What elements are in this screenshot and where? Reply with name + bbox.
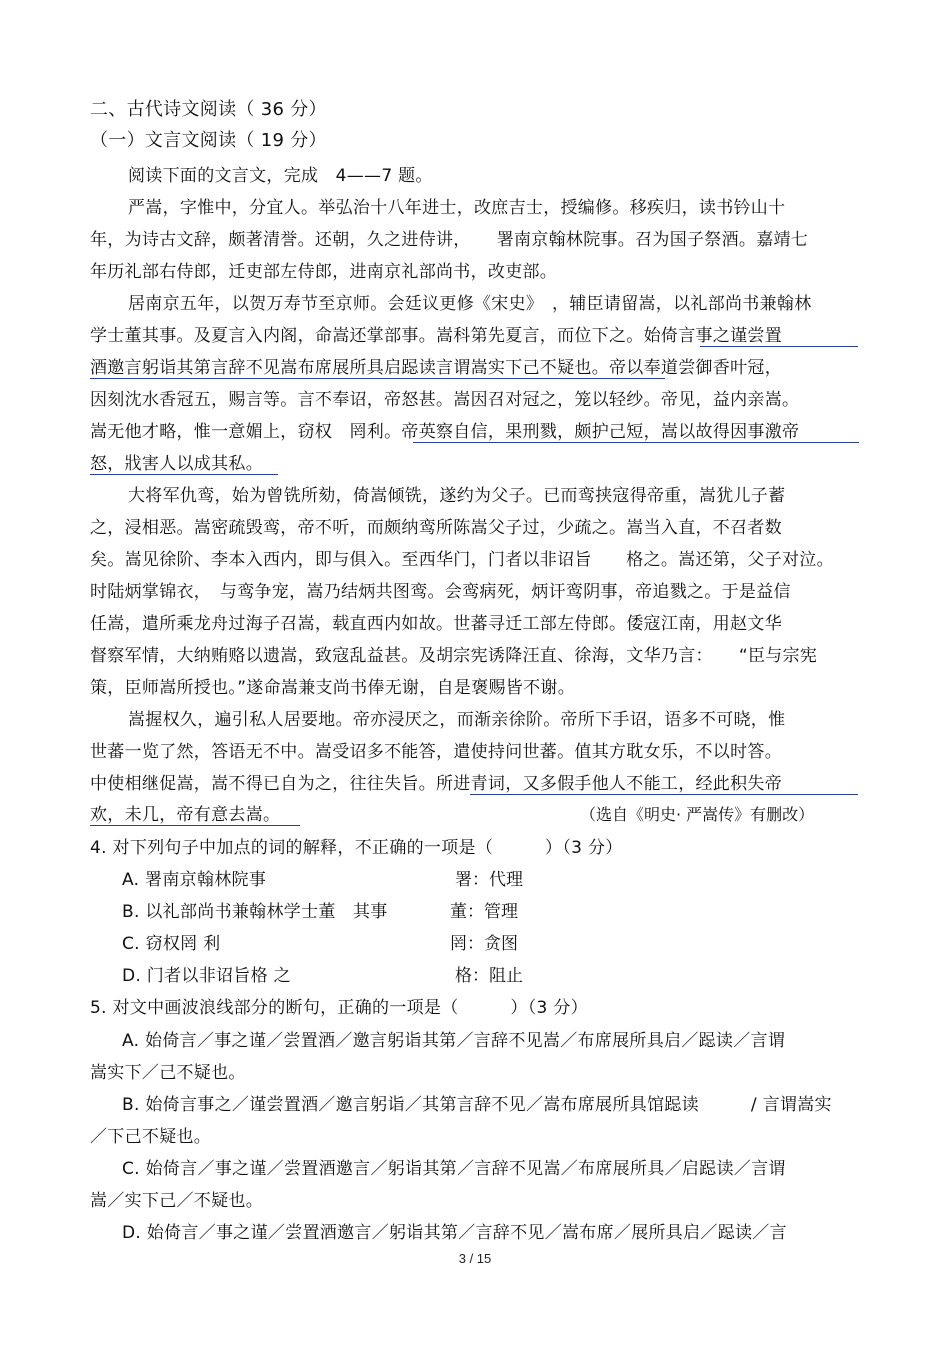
passage-line: 严嵩，字惟中，分宜人。举弘治十八年进士，改庶吉士，授编修。移疾归，读书钤山十 xyxy=(128,198,786,218)
page-number: 3 / 15 xyxy=(458,1251,492,1266)
wavy-underline xyxy=(470,794,858,795)
passage-line: 嵩握权久，遍引私人居要地。帝亦浸厌之，而渐亲徐阶。帝所下手诏，语多不可晓，惟 xyxy=(128,710,786,730)
q4-option-a: A. 署南京翰林院事 xyxy=(122,870,267,890)
q5-option-d: D. 始倚言／事之谨／尝置酒邀言／躬诣其第／言辞不见／嵩布席／展所具启／跽读／言 xyxy=(122,1223,787,1243)
question-5-stem: 5. 对文中画波浪线部分的断句，正确的一项是（ ）（3 分） xyxy=(90,998,588,1018)
passage-line: 年，为诗古文辞，颇著清誉。还朝，久之进侍讲， 署南京翰林院事。召为国子祭酒。嘉靖七 xyxy=(90,230,809,250)
wavy-underline xyxy=(700,346,858,347)
q4-option-b-gloss: 董：管理 xyxy=(450,902,518,922)
passage-line: 学士董其事。及夏言入内阁，命嵩还掌部事。嵩科第先夏言，而位下之。始倚言事之谨尝置 xyxy=(90,326,782,346)
passage-line: 居南京五年，以贺万寿节至京师。会廷议更修《宋史》 ，辅臣请留嵩，以礼部尚书兼翰林 xyxy=(128,294,812,314)
passage-line: 因刻沈水香冠五，赐言等。言不奉诏，帝怒甚。嵩因召对冠之，笼以轻纱。帝见，益内亲嵩。 xyxy=(90,390,800,410)
passage-line: 世蕃一览了然，答语无不中。嵩受诏多不能答，遣使持问世蕃。值其方耽女乐，不以时答。 xyxy=(90,742,782,762)
passage-line: 之，浸相恶。嵩密疏毁鸾，帝不听，而颇纳鸾所陈嵩父子过，少疏之。嵩当入直，不召者数 xyxy=(90,518,782,538)
passage-line: 时陆炳掌锦衣， 与鸾争宠，嵩乃结炳共图鸾。会鸾病死，炳讦鸾阴事，帝追戮之。于是益信 xyxy=(90,582,791,602)
passage-line: 中使相继促嵩，嵩不得已自为之，往往失旨。所进青词，又多假手他人不能工，经此积失帝 xyxy=(90,774,782,794)
section-title: 二、古代诗文阅读（ 36 分） xyxy=(90,99,327,120)
passage-line: 督察军情，大纳贿赂以遗嵩，致寇乱益甚。及胡宗宪诱降汪直、徐海，文华乃言： “臣与宗宪 xyxy=(90,646,818,666)
q4-option-b: B. 以礼部尚书兼翰林学士董 其事 xyxy=(122,902,388,922)
passage-line: 怒，戕害人以成其私。 xyxy=(90,454,263,474)
section-subtitle: （一）文言文阅读（ 19 分） xyxy=(90,130,327,151)
q4-option-d: D. 门者以非诏旨格 之 xyxy=(122,966,291,986)
q4-option-d-gloss: 格：阻止 xyxy=(455,966,523,986)
wavy-underline xyxy=(90,378,665,379)
passage-line: 酒邀言躬诣其第言辞不见嵩布席展所具启跽读言谓嵩实下己不疑也。帝以奉道尝御香叶冠， xyxy=(90,358,782,378)
wavy-underline xyxy=(90,474,278,475)
passage-line: 年历礼部右侍郎，迁吏部左侍郎，进南京礼部尚书，改吏部。 xyxy=(90,262,558,282)
q5-option-a: A. 始倚言／事之谨／尝置酒／邀言躬诣其第／言辞不见嵩／布席展所具启／跽读／言谓 xyxy=(122,1031,786,1051)
wavy-underline xyxy=(90,825,300,826)
passage-line: 策，臣师嵩所授也。”遂命嵩兼支尚书俸无谢，自是褒赐皆不谢。 xyxy=(90,678,576,698)
passage-line: 大将军仇鸾，始为曾铣所劾，倚嵩倾铣，遂约为父子。已而鸾挟寇得帝重，嵩犹儿子蓄 xyxy=(128,486,786,506)
q4-option-c: C. 窃权罔 利 xyxy=(122,934,221,954)
source-citation: （选自《明史· 严嵩传》有删改） xyxy=(580,805,815,824)
passage-line: 嵩无他才略，惟一意媚上，窃权 罔利。帝英察自信，果刑戮，颇护己短，嵩以故得因事激帝 xyxy=(90,422,800,442)
q5-option-c-cont: 嵩／实下己／不疑也。 xyxy=(90,1191,263,1211)
q4-option-c-gloss: 罔：贪图 xyxy=(450,934,518,954)
q5-option-c: C. 始倚言／事之谨／尝置酒邀言／躬诣其第／言辞不见嵩／布席展所具／启跽读／言谓 xyxy=(122,1159,786,1179)
q5-option-b: B. 始倚言事之／谨尝置酒／邀言躬诣／其第言辞不见／嵩布席展所具馆跽读 / 言谓嵩实 xyxy=(122,1095,832,1115)
instruction: 阅读下面的文言文，完成 4——7 题。 xyxy=(128,166,433,186)
question-4-stem: 4. 对下列句子中加点的词的解释，不正确的一项是（ ）（3 分） xyxy=(90,838,623,858)
q5-option-a-cont: 嵩实下／己不疑也。 xyxy=(90,1063,246,1083)
passage-line: 矣。嵩见徐阶、李本入西内，即与俱入。至西华门，门者以非诏旨 格之。嵩还第，父子对泣。 xyxy=(90,550,834,570)
wavy-underline xyxy=(413,442,859,443)
q4-option-a-gloss: 署：代理 xyxy=(455,870,523,890)
passage-line: 任嵩，遣所乘龙舟过海子召嵩，载直西内如故。世蕃寻迁工部左侍郎。倭寇江南，用赵文华 xyxy=(90,614,782,634)
passage-line: 欢，未几，帝有意去嵩。 xyxy=(90,805,281,825)
q5-option-b-cont: ／下己不疑也。 xyxy=(90,1127,212,1147)
